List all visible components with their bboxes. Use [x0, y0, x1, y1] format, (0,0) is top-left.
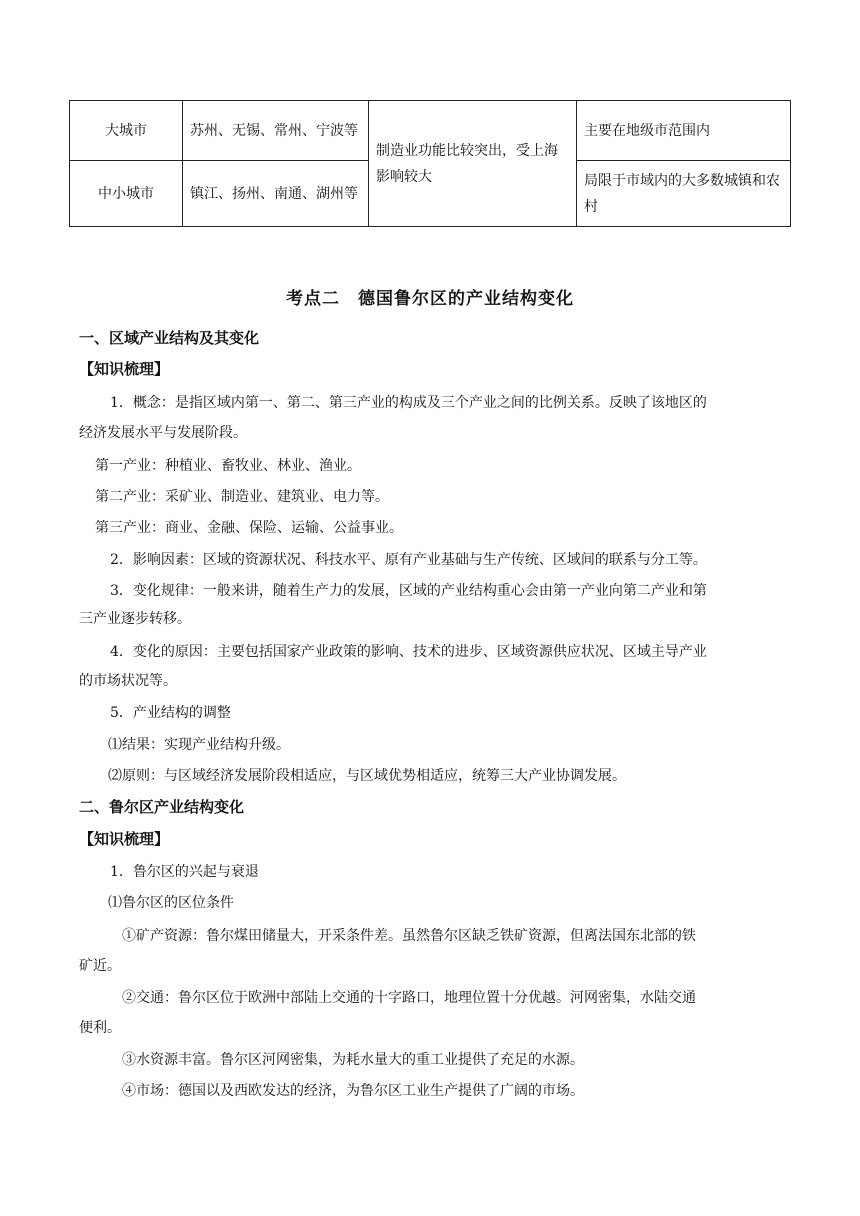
paragraph: ⑵原则：与区域经济发展阶段相适应，与区域优势相适应，统筹三大产业协调发展。: [108, 768, 626, 784]
paragraph: 1．鲁尔区的兴起与衰退: [110, 864, 259, 880]
function-cell: 制造业功能比较突出，受上海影响较大: [369, 101, 577, 227]
paragraph: 第三产业：商业、金融、保险、运输、公益事业。: [95, 520, 403, 536]
part1-heading: 一、区域产业结构及其变化: [79, 329, 260, 347]
part2-heading: 二、鲁尔区产业结构变化: [79, 798, 245, 816]
paragraph: 便利。: [79, 1020, 121, 1036]
paragraph: 三产业逐步转移。: [79, 611, 191, 627]
paragraph: ④市场：德国以及西欧发达的经济，为鲁尔区工业生产提供了广阔的市场。: [122, 1083, 584, 1099]
city-type-cell: 大城市: [70, 101, 183, 161]
paragraph: 第一产业：种植业、畜牧业、林业、渔业。: [95, 458, 361, 474]
city-type-cell: 中小城市: [70, 161, 183, 227]
knowledge-tag: 【知识梳理】: [79, 830, 170, 848]
paragraph: 3．变化规律：一般来讲，随着生产力的发展，区域的产业结构重心会由第一产业向第二产业和第: [110, 583, 707, 599]
paragraph: 4．变化的原因：主要包括国家产业政策的影响、技术的进步、区域资源供应状况、区域主导产业: [110, 644, 707, 660]
paragraph: ①矿产资源：鲁尔煤田储量大，开采条件差。虽然鲁尔区缺乏铁矿资源，但离法国东北部的铁: [122, 928, 696, 944]
paragraph: 矿近。: [79, 958, 121, 974]
scope-cell: 局限于市域内的大多数城镇和农村: [577, 161, 791, 227]
paragraph: ⑴鲁尔区的区位条件: [108, 895, 234, 911]
paragraph: 5．产业结构的调整: [110, 705, 231, 721]
paragraph: ②交通：鲁尔区位于欧洲中部陆上交通的十字路口，地理位置十分优越。河网密集，水陆交通: [122, 990, 696, 1006]
paragraph: 第二产业：采矿业、制造业、建筑业、电力等。: [95, 489, 389, 505]
knowledge-tag: 【知识梳理】: [79, 360, 170, 378]
paragraph: ③水资源丰富。鲁尔区河网密集，为耗水量大的重工业提供了充足的水源。: [122, 1052, 584, 1068]
paragraph: 2．影响因素：区域的资源状况、科技水平、原有产业基础与生产传统、区域间的联系与分工等。: [110, 552, 707, 568]
table-row: [70, 101, 791, 161]
city-list-cell: 镇江、扬州、南通、湖州等: [183, 161, 369, 227]
paragraph: 1．概念：是指区域内第一、第二、第三产业的构成及三个产业之间的比例关系。反映了该地区的: [110, 395, 707, 411]
city-list-cell: 苏州、无锡、常州、宁波等: [183, 101, 369, 161]
scope-cell: 主要在地级市范围内: [577, 101, 791, 161]
paragraph: ⑴结果：实现产业结构升级。: [108, 737, 290, 753]
paragraph: 的市场状况等。: [79, 673, 177, 689]
section-title: 考点二 德国鲁尔区的产业结构变化: [286, 289, 574, 309]
paragraph: 经济发展水平与发展阶段。: [79, 425, 247, 441]
city-comparison-table: [69, 100, 791, 227]
